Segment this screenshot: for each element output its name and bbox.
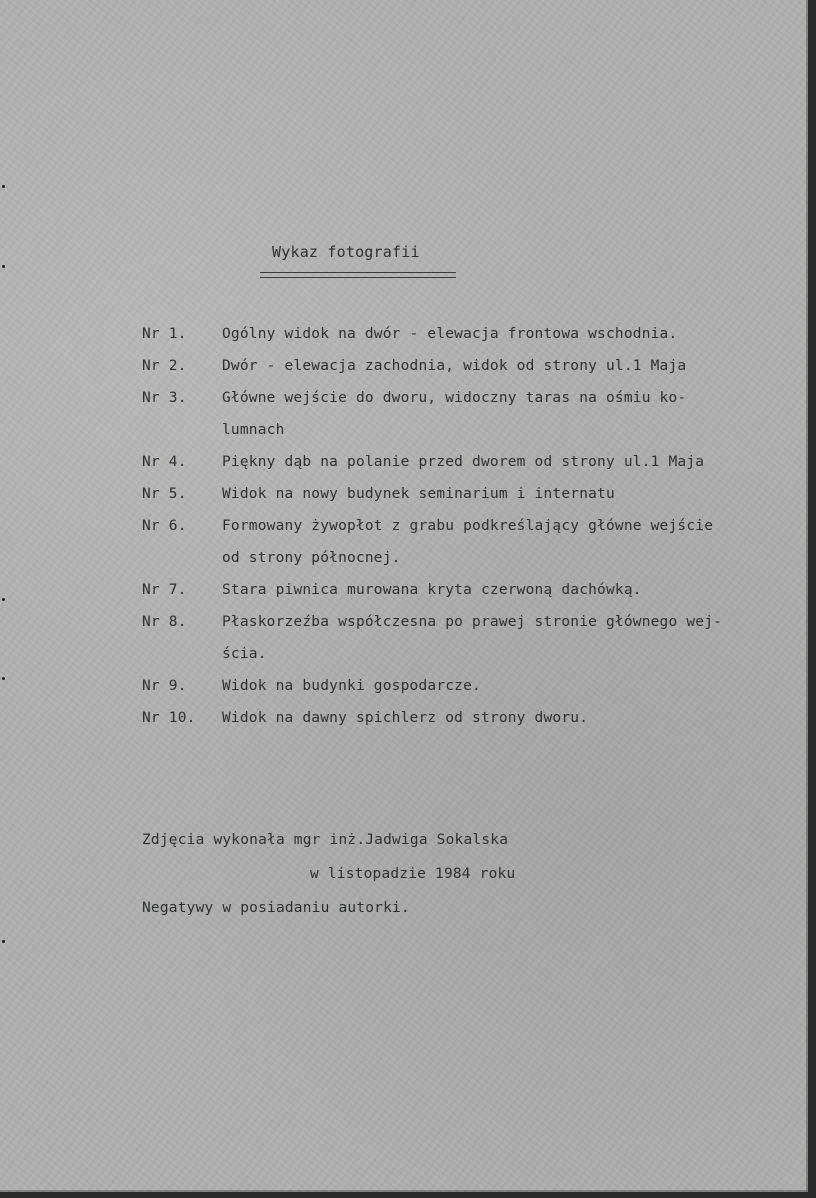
entry-line: Dwór - elewacja zachodnia, widok od strony ul.1 Maja: [222, 358, 687, 374]
paper-speck: [2, 677, 5, 680]
entry-number: Nr 8.: [142, 614, 187, 630]
entry-description: [222, 574, 782, 606]
entry-description: [222, 702, 782, 734]
list-item: [142, 510, 782, 574]
entry-description: [222, 446, 782, 478]
entry-description: [222, 318, 782, 350]
entry-line: Piękny dąb na polanie przed dworem od strony ul.1 Maja: [222, 454, 705, 470]
list-item: [142, 606, 782, 670]
entry-line: Płaskorzeźba współczesna po prawej stronie głównego wej-: [222, 614, 723, 630]
photographer-credit: Zdjęcia wykonała mgr inż.Jadwiga Sokalska: [142, 832, 509, 848]
paper-speck: [2, 185, 5, 188]
entry-line: lumnach: [222, 422, 285, 438]
list-item: [142, 446, 782, 478]
scan-border-bottom: [0, 1192, 816, 1198]
title-double-underline: [260, 272, 456, 278]
scan-border-right: [808, 0, 816, 1198]
entry-description: [222, 478, 782, 510]
entry-number: Nr 2.: [142, 358, 187, 374]
negatives-note: Negatywy w posiadaniu autorki.: [142, 900, 410, 916]
entry-number: Nr 4.: [142, 454, 187, 470]
list-item: [142, 574, 782, 606]
entry-line: Ogólny widok na dwór - elewacja frontowa wschodnia.: [222, 326, 678, 342]
entry-number: Nr 6.: [142, 518, 187, 534]
list-item: [142, 478, 782, 510]
list-item: [142, 670, 782, 702]
list-item: [142, 382, 782, 446]
entry-description: [222, 350, 782, 382]
entry-number: Nr 7.: [142, 582, 187, 598]
entry-line: Stara piwnica murowana kryta czerwoną dachówką.: [222, 582, 642, 598]
entry-description: [222, 510, 782, 574]
paper-speck: [2, 265, 5, 268]
entry-line: Widok na budynki gospodarcze.: [222, 678, 481, 694]
list-item: [142, 350, 782, 382]
entry-line: Główne wejście do dworu, widoczny taras na ośmiu ko-: [222, 390, 687, 406]
entry-number: Nr 1.: [142, 326, 187, 342]
list-item: [142, 702, 782, 734]
document-title: Wykaz fotografii: [272, 243, 420, 261]
entry-line: Widok na nowy budynek seminarium i internatu: [222, 486, 615, 502]
entry-line: Widok na dawny spichlerz od strony dworu.: [222, 710, 589, 726]
list-item: [142, 318, 782, 350]
photo-list: [142, 318, 782, 734]
photo-date: w listopadzie 1984 roku: [310, 866, 516, 882]
entry-line: od strony północnej.: [222, 550, 401, 566]
paper-speck: [2, 598, 5, 601]
entry-description: [222, 606, 782, 670]
entry-number: Nr 5.: [142, 486, 187, 502]
entry-description: [222, 382, 782, 446]
entry-number: Nr 10.: [142, 710, 196, 726]
entry-line: Formowany żywopłot z grabu podkreślający główne wejście: [222, 518, 714, 534]
paper-speck: [2, 940, 5, 943]
entry-line: ścia.: [222, 646, 267, 662]
entry-number: Nr 9.: [142, 678, 187, 694]
entry-number: Nr 3.: [142, 390, 187, 406]
entry-description: [222, 670, 782, 702]
